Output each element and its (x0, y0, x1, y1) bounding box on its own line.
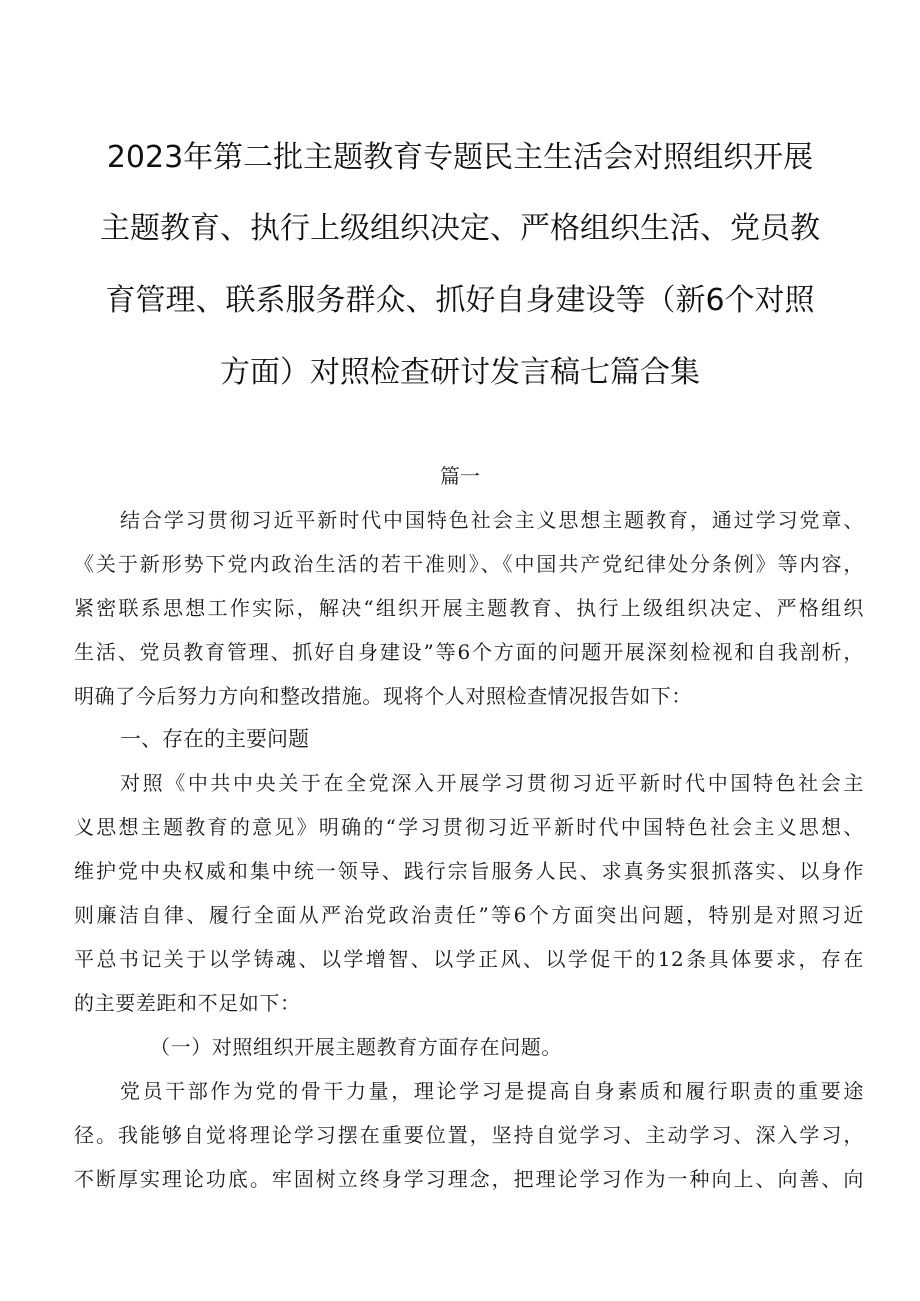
section-paragraph-line: 对照《中共中央关于在全党深入开展学习贯彻习近平新时代中国特色社会主 (120, 771, 864, 795)
section-paragraph-line: 则廉洁自律、履行全面从严治党政治责任”等6个方面突出问题，特别是对照习近 (74, 903, 864, 927)
document-title-line-3: 育管理、联系服务群众、抓好自身建设等（新6个对照 (105, 283, 815, 318)
sub-paragraph-line: 党员干部作为党的骨干力量，理论学习是提高自身素质和履行职责的重要途 (120, 1079, 864, 1103)
sub-paragraph-line: 不断厚实理论功底。牢固树立终身学习理念，把理论学习作为一种向上、向善、向 (74, 1167, 864, 1191)
section-paragraph-line: 义思想主题教育的意见》明确的“学习贯彻习近平新时代中国特色社会主义思想、 (74, 815, 864, 839)
section-paragraph-line: 的主要差距和不足如下： (74, 991, 301, 1015)
sub-heading: （一）对照组织开展主题教育方面存在问题。 (150, 1035, 562, 1059)
section-paragraph-line: 平总书记关于以学铸魂、以学增智、以学正风、以学促干的12条具体要求，存在 (74, 947, 864, 971)
chapter-label: 篇一 (440, 464, 480, 488)
intro-paragraph-line: 结合学习贯彻习近平新时代中国特色社会主义思想主题教育，通过学习党章、 (120, 508, 864, 532)
document-title-line-2: 主题教育、执行上级组织决定、严格组织生活、党员教 (100, 211, 820, 246)
document-title-line-4: 方面）对照检查研讨发言稿七篇合集 (220, 355, 700, 390)
sub-paragraph-line: 径。我能够自觉将理论学习摆在重要位置，坚持自觉学习、主动学习、深入学习， (74, 1123, 864, 1147)
section-heading: 一、存在的主要问题 (120, 727, 309, 751)
intro-paragraph-line: 紧密联系思想工作实际，解决“组织开展主题教育、执行上级组织决定、严格组织 (74, 596, 864, 620)
document-title-line-1: 2023年第二批主题教育专题民主生活会对照组织开展 (106, 140, 814, 175)
intro-paragraph-line: 《关于新形势下党内政治生活的若干准则》、《中国共产党纪律处分条例》等内容， (74, 552, 864, 576)
intro-paragraph-line: 明确了今后努力方向和整改措施。现将个人对照检查情况报告如下： (74, 684, 692, 708)
section-paragraph-line: 维护党中央权威和集中统一领导、践行宗旨服务人民、求真务实狠抓落实、以身作 (74, 859, 864, 883)
intro-paragraph-line: 生活、党员教育管理、抓好自身建设”等6个方面的问题开展深刻检视和自我剖析， (74, 640, 864, 664)
